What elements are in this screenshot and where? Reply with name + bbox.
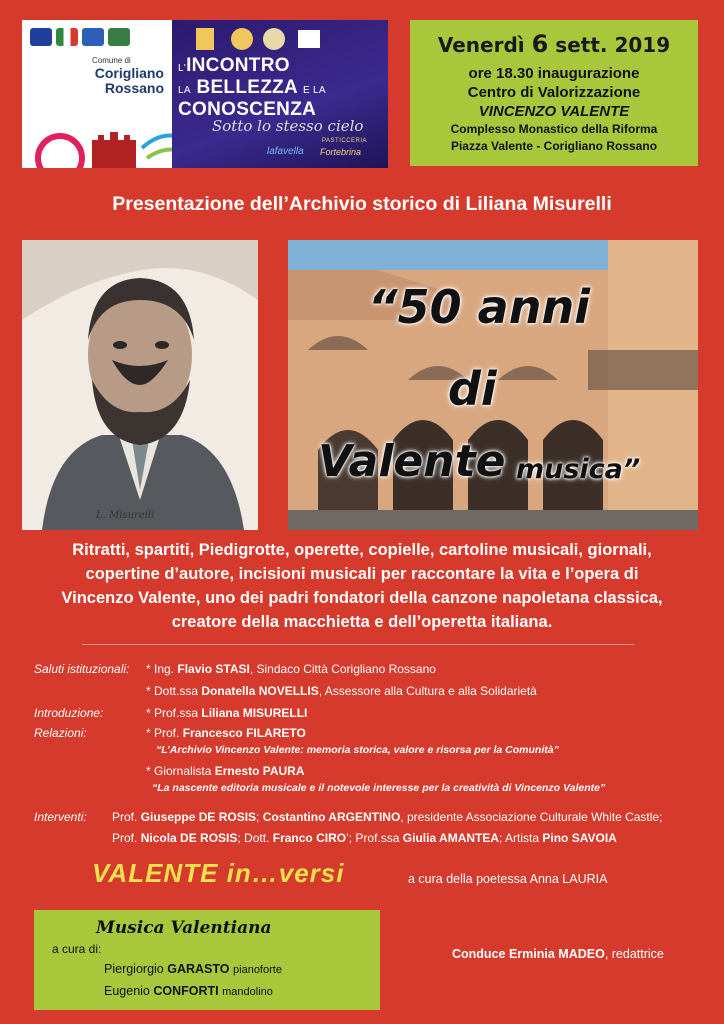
speaker-paura: * Giornalista Ernesto PAURA — [146, 764, 305, 778]
event-venue-line3: Complesso Monastico della Riforma — [450, 122, 658, 136]
municipality-panel — [22, 20, 187, 168]
valente-in-versi-curator: a cura della poetessa Anna LAURIA — [408, 872, 608, 886]
sponsor-fortebrina: Fortebrina — [320, 147, 362, 157]
talk-paura: “La nascente editoria musicale e il notevole interesse per la creatività di Vincenzo Valente” — [152, 782, 606, 794]
musica-valentiana-box — [34, 910, 380, 1010]
event-info-box — [410, 20, 698, 166]
speaker-stasi: * Ing. Flavio STASI, Sindaco Città Corigliano Rossano — [146, 662, 436, 676]
photo-title-line3a: Valente — [318, 436, 506, 487]
partner-logos-icon — [194, 24, 324, 52]
incontro-panel — [172, 20, 388, 168]
interventi-line2: Prof. Nicola DE ROSIS; Dott. Franco CIRO’; Prof.ssa Giulia AMANTEA; Artista Pino SAVOIA — [112, 831, 617, 845]
event-date: Venerdì 6 sett. 2019 — [437, 30, 671, 58]
castle-logo-icon — [32, 118, 187, 168]
event-venue-line1: Centro di Valorizzazione — [467, 84, 641, 101]
building-photo — [288, 240, 698, 530]
host-credit: Conduce Erminia MADEO, redattrice — [452, 947, 664, 961]
sponsor-pasticceria-label: PASTICCERIA — [322, 138, 368, 144]
performer-conforti: Eugenio CONFORTI mandolino — [104, 984, 273, 998]
event-venue-line4: Piazza Valente - Corigliano Rossano — [450, 139, 658, 153]
incontro-title: L'INCONTRO LA BELLEZZA E LA CONOSCENZA — [178, 55, 326, 120]
region-emblem-icon — [82, 28, 104, 46]
photo-title-line3b: musica” — [516, 454, 641, 485]
portrait-drawing — [22, 240, 258, 530]
event-venue-line2: VINCENZO VALENTE — [478, 103, 630, 120]
valente-in-versi-title: VALENTE in…versi — [92, 858, 345, 888]
musica-cura-label: a cura di: — [52, 942, 102, 956]
description: Ritratti, spartiti, Piedigrotte, operette, copielle, cartoline musicali, giornali, copertine d’autore, incisioni musicali per raccontare la vita e l’opera di Vincenzo Valente, uno dei padri fondatori della canzone napoletana classica, creatore della macchietta e dell’operetta italiana. — [61, 541, 663, 631]
speaker-misurelli: * Prof.ssa Liliana MISURELLI — [146, 706, 308, 720]
interventi-line1: Prof. Giuseppe DE ROSIS; Costantino ARGENTINO, presidente Associazione Culturale White Castle; — [112, 810, 663, 824]
city-name: Corigliano Rossano — [94, 65, 164, 96]
sponsor-lafavella: lafavella — [267, 146, 304, 157]
photo-title-line1: “50 anni — [368, 280, 590, 334]
portrait-signature: L. Misurelli — [96, 510, 155, 521]
photo-title-line2: di — [448, 362, 497, 416]
comune-di-label: Comune di — [92, 56, 131, 65]
eu-flag-icon — [30, 28, 52, 46]
event-time: ore 18.30 inaugurazione — [468, 65, 640, 82]
talk-filareto: “L’Archivio Vincenzo Valente: memoria storica, valore e risorsa per la Comunità” — [156, 744, 559, 756]
institutional-flags — [30, 28, 130, 46]
saluti-label: Saluti istituzionali: — [34, 662, 130, 676]
province-emblem-icon — [108, 28, 130, 46]
italy-emblem-icon — [56, 28, 78, 46]
portrait-illustration — [22, 240, 258, 530]
incontro-subtitle: Sotto lo stesso cielo — [212, 117, 364, 135]
page-title: Presentazione dell’Archivio storico di Liliana Misurelli — [112, 193, 612, 215]
interventi-label: Interventi: — [34, 810, 87, 824]
speaker-filareto: * Prof. Francesco FILARETO — [146, 726, 306, 740]
event-logo-banner — [22, 20, 388, 168]
introduzione-label: Introduzione: — [34, 706, 104, 720]
divider — [82, 644, 634, 645]
relazioni-label: Relazioni: — [34, 726, 87, 740]
performer-garasto: Piergiorgio GARASTO pianoforte — [104, 962, 282, 976]
speaker-novellis: * Dott.ssa Donatella NOVELLIS, Assessore alla Cultura e alla Solidarietà — [146, 684, 537, 698]
musica-title: Musica Valentiana — [96, 918, 272, 938]
